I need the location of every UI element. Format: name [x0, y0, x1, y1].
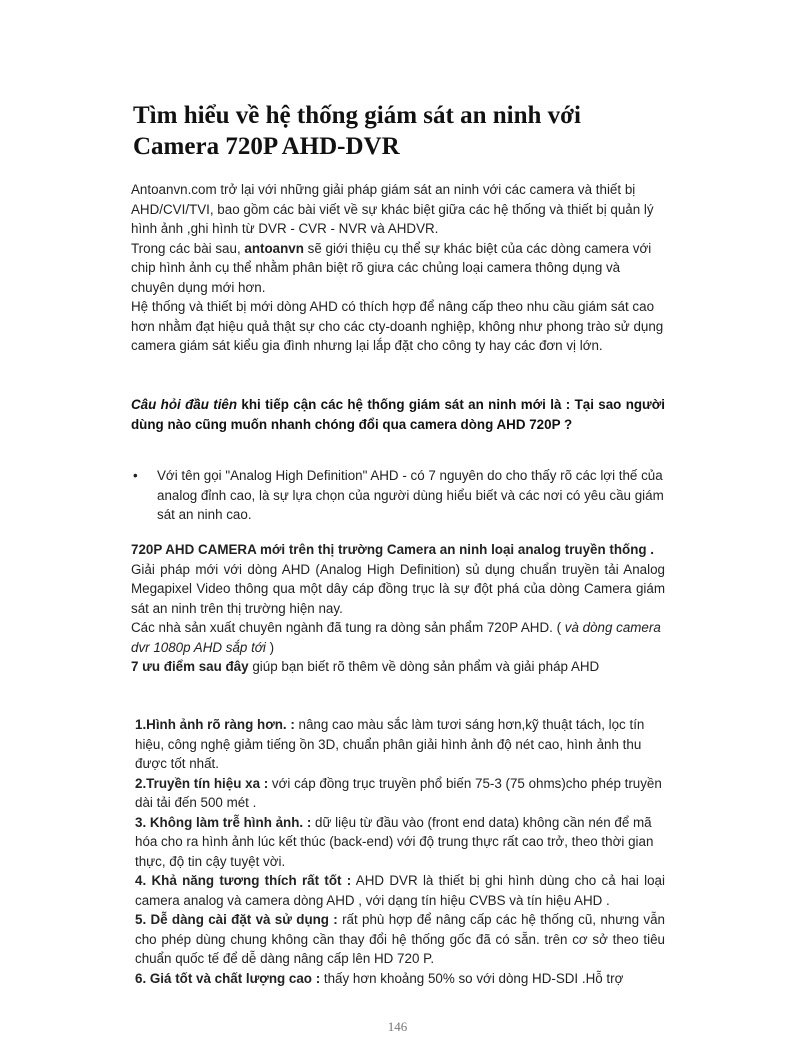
section-paragraph-1: Giải pháp mới với dòng AHD (Analog High Definition) sủ dụng chuẩn truyền tải Analog Megapixel Video thông qua một dây cáp đồng trục là sự đột phá của dòng Camera giám sát an ninh trên thị trường hiện nay.	[131, 561, 665, 616]
advantage-item	[131, 715, 665, 774]
section-p2-pre: Các nhà sản xuất chuyên ngành đã tung ra dòng sản phẩm 720P AHD. (	[131, 620, 565, 635]
bullet-text: Với tên gọi "Analog High Definition" AHD - có 7 nguyên do cho thấy rõ các lợi thế của analog đỉnh cao, là sự lựa chọn của người dùng hiểu biết và các nơi có yêu cầu giám sát an ninh cao.	[157, 468, 664, 522]
advantage-label: 3. Không làm trễ hình ảnh. :	[135, 814, 312, 830]
intro-section	[131, 180, 665, 356]
advantage-text: dữ liệu từ đầu vào (front end data) không cần nén để mã hóa cho ra hình ảnh lúc kết thúc (back-end) với độ trung thực rất cao trở, theo thời gian thực, độ tin cậy tuyệt vời.	[135, 814, 654, 869]
intro-p2-post: sẽ giới thiệu cụ thể sự khác biệt của các dòng camera với chip hình ảnh cụ thể nhằm phân biệt rõ giưa các chủng loại camera thông dụng và chuyên dụng mới hơn.	[131, 240, 652, 295]
advantage-item	[131, 774, 665, 813]
section-heading: 720P AHD CAMERA mới trên thị trường Camera an ninh loại analog truyền thống .	[131, 542, 655, 557]
advantage-text: AHD DVR là thiết bị ghi hình dùng cho cả hai loại camera analog và camera dòng AHD , với dạng tín hiệu CVBS và tín hiệu AHD .	[135, 873, 665, 908]
advantage-label: 5. Dễ dàng cài đặt và sử dụng :	[135, 912, 338, 927]
advantages-intro-rest: giúp bạn biết rõ thêm về dòng sản phẩm và giải pháp AHD	[248, 659, 600, 674]
section-p2-post: )	[265, 639, 275, 655]
brand-name: antoanvn	[244, 240, 304, 256]
advantage-text: với cáp đồng trục truyền phổ biến 75-3 (75 ohms)cho phép truyền dài tải đến 500 mét .	[135, 775, 662, 810]
advantage-text: thấy hơn khoảng 50% so với dòng HD-SDI .Hỗ trợ	[320, 970, 624, 986]
title-line-1: Tìm hiểu về hệ thống giám sát an ninh với	[133, 102, 581, 129]
intro-paragraph-3: Hệ thống và thiết bị mới dòng AHD có thích hợp để nâng cấp theo nhu cầu giám sát cao hơn nhằm đạt hiệu quả thật sự cho các cty-doanh nghiệp, không như phong trào sử dụng camera giám sát kiểu gia đình nhưng lại lắp đặt cho công ty hay các đơn vị lớn.	[131, 299, 664, 353]
ahd-section	[131, 540, 665, 677]
question-lead: Câu hỏi đầu tiên	[131, 397, 238, 412]
section-paragraph-3	[131, 657, 665, 677]
advantages-list	[131, 715, 665, 988]
advantage-label: 1.Hình ảnh rõ ràng hơn. :	[135, 717, 295, 732]
question-rest: khi tiếp cận các hệ thống giám sát an ninh mới là : Tại sao người dùng nào cũng muốn nhanh chóng đổi qua camera dòng AHD 720P ?	[131, 397, 665, 432]
bullet-dot-icon: •	[133, 468, 138, 483]
advantage-item	[131, 969, 665, 989]
advantage-text: rất phù hợp để nâng cấp các hệ thống cũ, nhưng vẫn cho phép dùng chung không cần thay đổi hệ thống gốc đã có sẵn. trên cơ sở theo tiêu chuẩn quốc tế để dễ dàng nâng cấp lên HD 720 P.	[135, 912, 665, 966]
question-paragraph	[131, 395, 665, 435]
advantage-label: 2.Truyền tín hiệu xa :	[135, 775, 269, 791]
advantage-text: nâng cao màu sắc làm tươi sáng hơn,kỹ thuật tách, lọc tín hiệu, công nghệ giảm tiếng ồn 3D, chuẩn phân giải hình ảnh độ nét cao, hình ảnh thu được tốt nhất.	[135, 717, 645, 771]
section-paragraph-2	[131, 618, 665, 657]
intro-paragraph-2	[131, 239, 665, 298]
intro-p2-pre: Trong các bài sau,	[131, 240, 245, 256]
advantage-item	[131, 813, 665, 872]
page-title	[133, 100, 693, 162]
advantage-label: 6. Giá tốt và chất lượng cao :	[135, 970, 321, 986]
advantage-label: 4. Khả năng tương thích rất tốt :	[135, 873, 352, 888]
title-line-2: Camera 720P AHD-DVR	[133, 133, 400, 160]
advantages-intro-bold: 7 ưu điểm sau đây	[131, 659, 249, 674]
intro-paragraph-1: Antoanvn.com trở lại với những giải pháp giám sát an ninh với các camera và thiết bị AHD/CVI/TVI, bao gồm các bài viết về sự khác biệt giữa các hệ thống và thiết bị quản lý hình ảnh ,ghi hình từ DVR - CVR - NVR và AHDVR.	[131, 182, 654, 236]
advantage-item	[131, 910, 665, 969]
section-p2-italic: và dòng camera dvr 1080p AHD sắp tới	[131, 620, 661, 655]
page-number: 146	[387, 1019, 408, 1034]
advantage-item	[131, 871, 665, 910]
bullet-item	[131, 466, 665, 525]
